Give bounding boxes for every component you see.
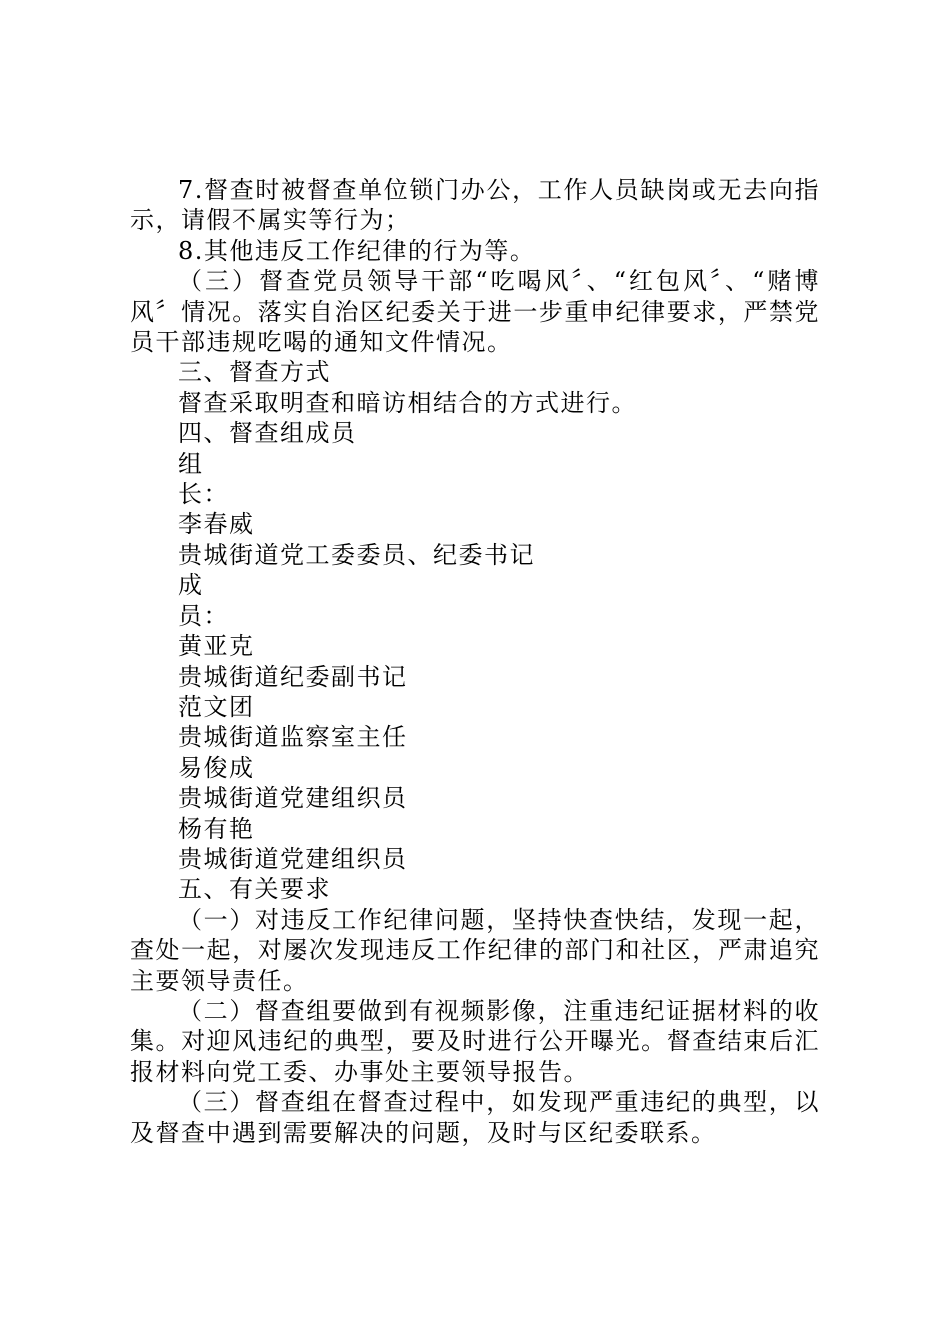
leader-label-part1: 组 bbox=[178, 449, 204, 478]
document-body bbox=[130, 175, 820, 1148]
member-title: 贵城街道纪委副书记 bbox=[178, 662, 408, 691]
leader-title: 贵城街道党工委委员、纪委书记 bbox=[178, 540, 535, 569]
heading-inspection-method: 三、督查方式 bbox=[178, 358, 331, 387]
member-title: 贵城街道党建组织员 bbox=[178, 784, 408, 813]
paragraph-item-8: 8.其他违反工作纪律的行为等。 bbox=[178, 236, 536, 265]
paragraph-inspection-method: 督查采取明查和暗访相结合的方式进行。 bbox=[178, 388, 637, 417]
heading-team-members: 四、督查组成员 bbox=[178, 419, 357, 448]
requirement-item: （三）督查组在督查过程中，如发现严重违纪的典型，以及督查中遇到需要解决的问题，及时与区纪委联系。 bbox=[130, 1088, 820, 1147]
member-title: 贵城街道党建组织员 bbox=[178, 844, 408, 873]
member-label-part2: 员： bbox=[178, 601, 229, 630]
requirement-item: （一）对违反工作纪律问题，坚持快查快结，发现一起，查处一起，对屡次发现违反工作纪律的部门和社区，严肃追究主要领导责任。 bbox=[130, 905, 820, 995]
heading-requirements: 五、有关要求 bbox=[178, 875, 331, 904]
leader-label-part2: 长： bbox=[178, 480, 229, 509]
paragraph-section-3: （三）督查党员领导干部“吃喝风〞、“红包风〞、“赌博风〞情况。落实自治区纪委关于进一步重申纪律要求，严禁党员干部违规吃喝的通知文件情况。 bbox=[130, 267, 820, 357]
requirement-item: （二）督查组要做到有视频影像，注重违纪证据材料的收集。对迎风违纪的典型，要及时进行公开曝光。督查结束后汇报材料向党工委、办事处主要领导报告。 bbox=[130, 996, 820, 1086]
member-name: 黄亚克 bbox=[178, 632, 255, 661]
member-title: 贵城街道监察室主任 bbox=[178, 723, 408, 752]
paragraph-item-7: 7.督查时被督查单位锁门办公，工作人员缺岗或无去向指示，请假不属实等行为； bbox=[130, 176, 820, 235]
member-name: 范文团 bbox=[178, 692, 255, 721]
member-label-part1: 成 bbox=[178, 571, 204, 600]
leader-name: 李春威 bbox=[178, 510, 255, 539]
member-name: 易俊成 bbox=[178, 753, 255, 782]
member-name: 杨有艳 bbox=[178, 814, 255, 843]
